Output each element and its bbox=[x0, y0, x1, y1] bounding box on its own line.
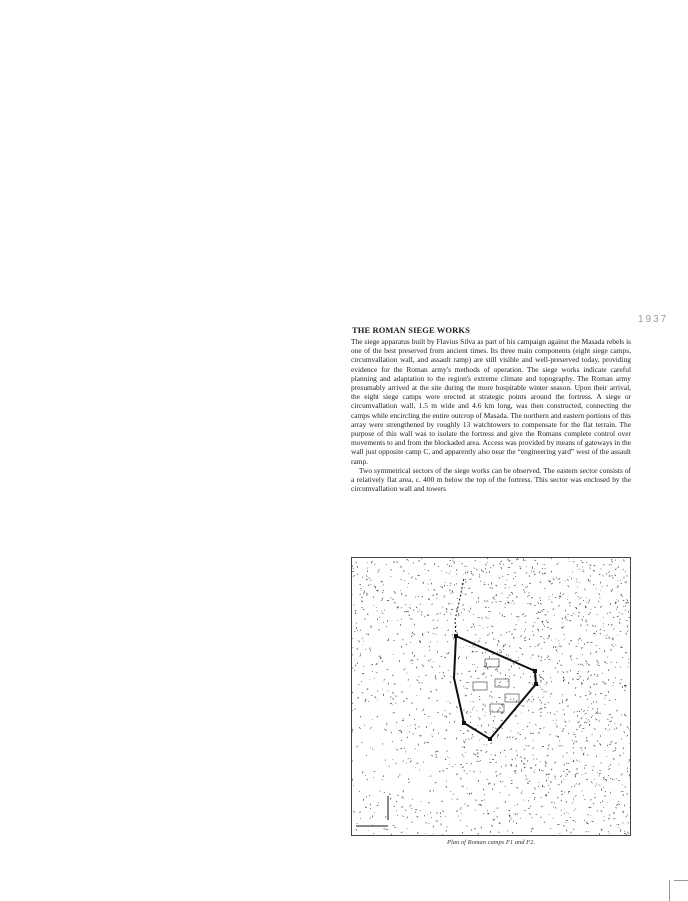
terrain-stipple bbox=[352, 558, 630, 835]
page-number: 1937 bbox=[638, 314, 669, 325]
camp-plan-figure bbox=[351, 557, 631, 836]
camp-plan-drawing bbox=[352, 558, 630, 835]
tower-marker bbox=[533, 669, 537, 673]
barrack-block bbox=[495, 679, 509, 687]
paragraph-1: The siege apparatus built by Flavius Silva as part of his campaign against the Masada rebels is one of the best preserved from ancient times. Its three main components (eight siege camps, circumvallation wall, and assault ramp) are still visible and well-preserved today, providing evidence for the Roman army's methods of operation. The siege works indicate careful planning and adaptation to the region's extreme climate and topography. The Roman army presumably arrived at the site during the more hospitable winter season. Upon their arrival, the eight siege camps were erected at strategic points around the fortress. A siege or circumvallation wall, 1.5 m wide and 4.6 km long, was then constructed, connecting the camps while encircling the entire outcrop of Masada. The northern and eastern portions of this array were strengthened by roughly 13 watchtowers to compensate for the flat terrain. The purpose of this wall was to isolate the fortress and give the Romans complete control over movements to and from the blockaded area. Access was provided by means of gateways in the wall just opposite camp C, and apparently also near the “engineering yard” west of the assault ramp. bbox=[351, 337, 631, 466]
tower-marker bbox=[534, 682, 538, 686]
section-heading: THE ROMAN SIEGE WORKS bbox=[352, 325, 470, 335]
tower-marker bbox=[488, 737, 492, 741]
barrack-block bbox=[485, 659, 499, 667]
figure-caption: Plan of Roman camps F1 and F2. bbox=[447, 839, 535, 846]
barrack-block bbox=[473, 682, 487, 690]
paragraph-2: Two symmetrical sectors of the siege works can be observed. The eastern sector consists of a relatively flat area, c. 400 m below the top of the fortress. This sector was enclosed by the circumvallation wall and towers bbox=[351, 465, 631, 494]
tower-marker bbox=[454, 634, 458, 638]
scale-bar bbox=[356, 796, 388, 826]
corner-rule-horizontal bbox=[674, 880, 688, 881]
circumvallation-line bbox=[455, 578, 464, 636]
body-text bbox=[351, 337, 631, 537]
camp-wall-outline bbox=[454, 636, 536, 739]
tower-marker bbox=[462, 721, 466, 725]
corner-rule-vertical bbox=[669, 880, 670, 901]
